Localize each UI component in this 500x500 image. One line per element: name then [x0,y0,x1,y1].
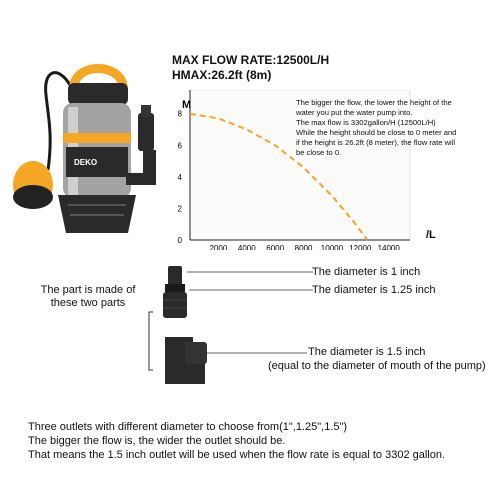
parts-side-label-line: these two parts [50,297,126,309]
diameter-1-label: The diameter is 1 inch [312,266,421,278]
parts-side-label [28,284,148,310]
y-tick-label: 8 [177,109,182,119]
description-line: The bigger the flow is, the wider the outlet should be. [28,435,286,447]
pump-top-cap [68,83,128,105]
annotation-line: water you put the water pump into. [296,108,413,117]
max-flow-rate: MAX FLOW RATE:12500L/H [172,53,330,67]
y-tick-label: 0 [177,236,182,245]
x-tick-label: 14000 [377,244,400,250]
x-axis-label: /L [426,229,436,241]
max-head-height: HMAX:26.2ft (8m) [172,68,272,82]
parts-bracket [149,312,153,370]
y-tick-label: 4 [177,172,182,182]
diameter-1-5-note: (equal to the diameter of mouth of the pump) [268,360,486,372]
pump-image [8,55,168,245]
y-axis-label: M [182,99,192,111]
x-tick-labels [209,244,400,250]
x-tick-label: 4000 [237,244,256,250]
chart-annotation [296,98,496,158]
x-tick-label: 2000 [209,244,228,250]
diameter-1-25-label: The diameter is 1.25 inch [312,284,436,296]
adapter-1-inch [168,266,182,286]
diameter-1-5-label: The diameter is 1.5 inch [308,346,426,358]
annotation-line: The bigger the flow, the lower the height of the [296,98,452,107]
y-tick-label: 2 [177,204,182,214]
adapter-1-25-inch [163,292,187,318]
annotation-line: While the height should be close to 0 meter and [296,128,457,137]
annotation-line: The max flow is 3302gallon/H (12500L/H) [296,118,436,127]
y-tick-labels [178,110,183,245]
parts-side-label-line: The part is made of [40,284,136,296]
outlet-adapter [138,113,154,151]
y-tick-label: 6 [177,141,182,151]
x-tick-label: 6000 [266,244,285,250]
description-line: Three outlets with different diameter to choose from(1",1.25",1.5") [28,421,348,433]
x-tick-label: 10000 [320,244,344,250]
x-tick-label: 12000 [349,244,372,250]
annotation-line: be close to 0. [296,148,342,157]
annotation-line: if the height is 26.2ft (8 meter), the flow rate will [296,138,456,147]
pump-handle [74,69,123,86]
description-block [28,420,496,462]
x-tick-label: 8000 [294,244,313,250]
description-line: That means the 1.5 inch outlet will be used when the flow rate is equal to 3302 gallon. [28,449,446,461]
brand-label: DEKO [74,158,98,167]
